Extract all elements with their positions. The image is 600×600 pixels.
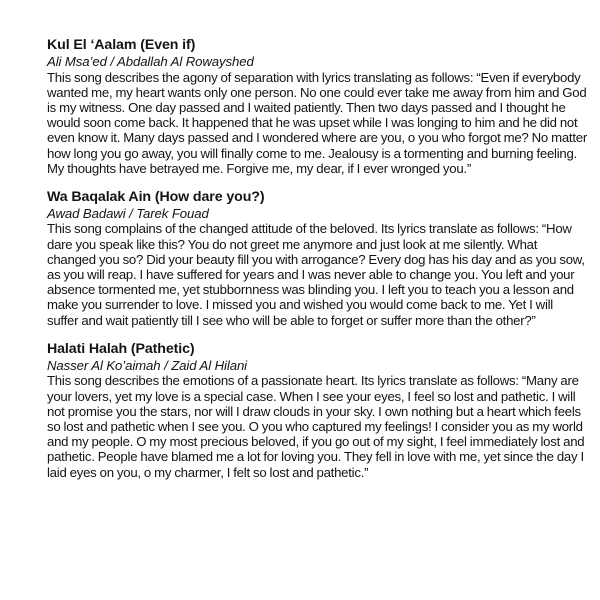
song-title: Wa Baqalak Ain (How dare you?): [47, 188, 265, 205]
song-description: This song describes the agony of separation with lyrics translating as follows: “Even if everybody wanted me, my heart wants only one person. No one could ever take me away from him and God is my witness. One day passed and I waited patiently. Then two days passed and I thought he would soon come back. It happened that he was upset while I was longing to him and he did not even know it. Many days passed and I wondered where are you, o you who forgot me? No matter how long you go away, you will finally come to me. Jealousy is a tormenting and burning feeling. My thoughts have betrayed me. Forgive me, my dear, if I ever wronged you.”: [47, 69, 587, 176]
liner-notes-page: [47, 37, 587, 493]
song-title: Kul El ‘Aalam (Even if): [47, 37, 196, 53]
song-credits: Awad Badawi / Tarek Fouad: [47, 205, 209, 221]
song-credits: Nasser Al Ko’aimah / Zaid Al Hilani: [47, 357, 248, 373]
song-description: This song describes the emotions of a passionate heart. Its lyrics translate as follows: “Many are your lovers, yet my love is a special case. When I see your eyes, I feel so lost and pathetic. I will not promise you the stars, nor will I draw clouds in your sky. I own nothing but a heart which feels so lost and pathetic when I see you. O you who captured my feelings! I consider you as my world and my people. O my most precious beloved, if you go out of my sight, I feel immediately lost and pathetic. People have blamed me a lot for loving you. They fell in love with me, yet since the day I laid eyes on you, o my charmer, I felt so lost and pathetic.”: [47, 373, 585, 480]
song-credits: Ali Msa’ed / Abdallah Al Rowayshed: [47, 54, 254, 69]
song-description: This song complains of the changed attitude of the beloved. Its lyrics translate as follows: “How dare you speak like this? You do not greet me anymore and just look at me silently. What changed you so? Did your beauty fill you with arrogance? Every dog has his day and as you sow, as you will reap. I have suffered for years and I was never able to change you. You left and your absence tormented me, yet stubbornness was blinding you. I left you to teach you a lesson and make you surrender to love. I missed you and wished you would come back to me. Yet I will suffer and wait patiently till I see who will be able to forget or suffer more than the other?”: [47, 221, 585, 328]
song-entry-wa-baqalak-ain: [47, 189, 587, 328]
song-entry-halati-halah: [47, 341, 587, 480]
song-entry-kul-el-aalam: [47, 37, 587, 176]
song-title: Halati Halah (Pathetic): [47, 340, 195, 357]
